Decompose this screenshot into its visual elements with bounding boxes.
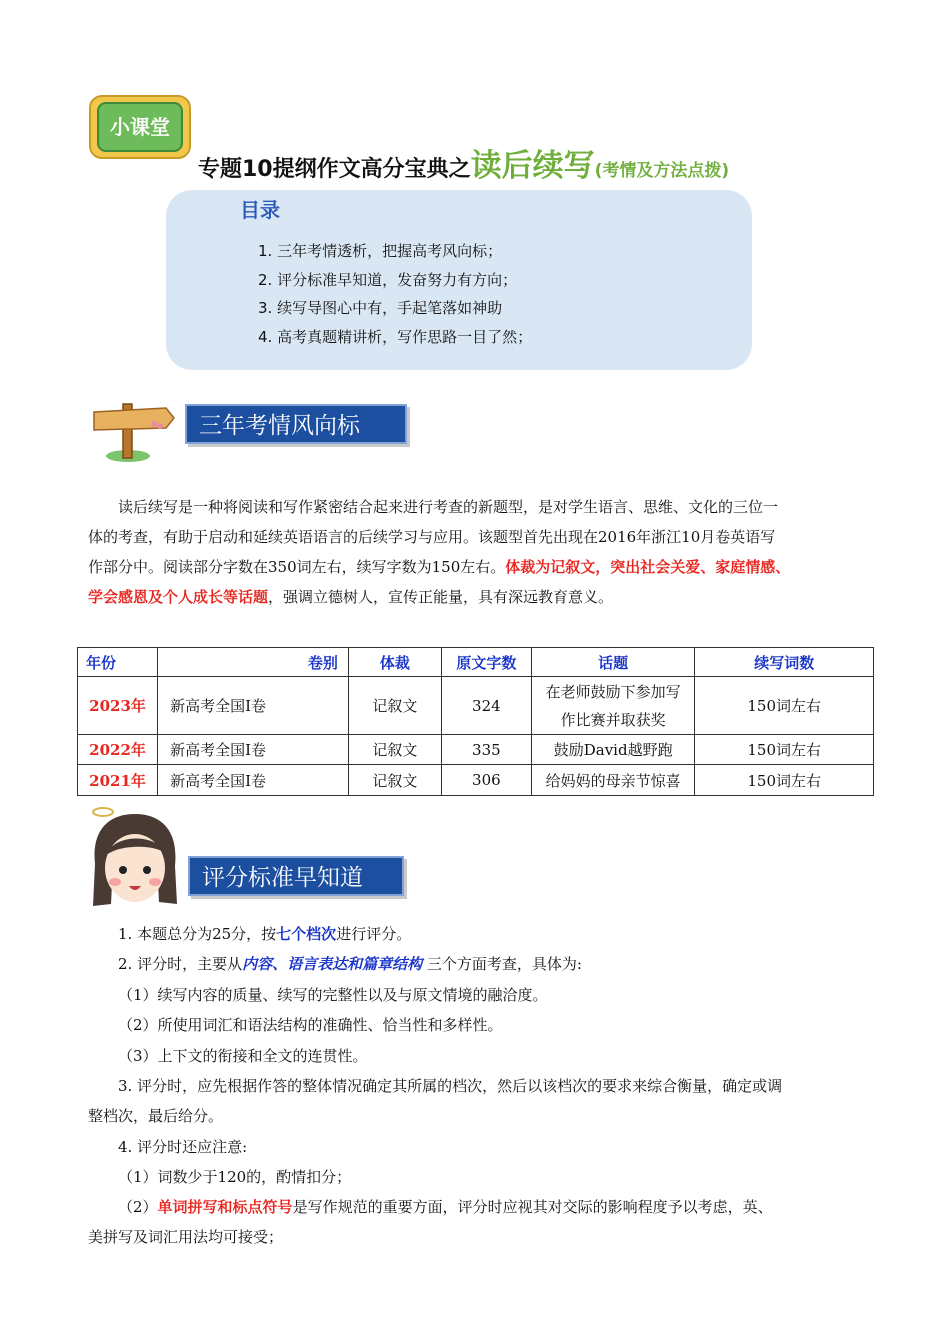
- title-main: 专题10提纲作文高分宝典之: [198, 157, 471, 182]
- cell-words: 324: [441, 677, 531, 735]
- cell-cont: 150词左右: [695, 735, 874, 765]
- paragraph-line: 1. 本题总分为25分，按七个档次进行评分。: [118, 925, 412, 943]
- cell-year: 2021年: [78, 765, 158, 796]
- paragraph-line: 3. 评分时，应先根据作答的整体情况确定其所属的档次，然后以该档次的要求来综合衡量，确定或调: [118, 1077, 783, 1095]
- toc-item: 3. 续写导图心中有，手起笔落如神助: [258, 299, 503, 317]
- paragraph-line: （1）续写内容的质量、续写的完整性以及与原文情境的融洽度。: [118, 986, 548, 1004]
- signpost-icon: [90, 398, 180, 464]
- title-accent: 读后续写: [470, 148, 595, 184]
- logo-badge-icon: [88, 94, 192, 160]
- cell-topic: 给妈妈的母亲节惊喜: [531, 765, 695, 796]
- cell-paper: 新高考全国I卷: [158, 765, 349, 796]
- header-year: 年份: [78, 648, 158, 677]
- table-row: [78, 765, 874, 796]
- page-title: [198, 140, 729, 185]
- girl-avatar-icon: [85, 804, 185, 910]
- cell-cont: 150词左右: [695, 677, 874, 735]
- section-banner-exam-trends: 三年考情风向标: [185, 404, 407, 444]
- table-row: [78, 735, 874, 765]
- cell-topic: 鼓励David越野跑: [531, 735, 695, 765]
- cell-paper: 新高考全国I卷: [158, 735, 349, 765]
- paragraph-line: 2. 评分时，主要从内容、语言表达和篇章结构 三个方面考查，具体为:: [118, 955, 582, 973]
- paragraph-line: 读后续写是一种将阅读和写作紧密结合起来进行考查的新题型，是对学生语言、思维、文化的三位一: [118, 498, 779, 516]
- cell-year: 2022年: [78, 735, 158, 765]
- paragraph-line: 美拼写及词汇用法均可接受；: [88, 1228, 284, 1246]
- cell-genre: 记叙文: [348, 677, 441, 735]
- header-paper: 卷别: [158, 648, 349, 677]
- paragraph-line: 体的考查，有助于启动和延续英语语言的后续学习与应用。该题型首先出现在2016年浙江10月卷英语写: [88, 528, 776, 546]
- cell-genre: 记叙文: [348, 765, 441, 796]
- cell-year: 2023年: [78, 677, 158, 735]
- section-banner-scoring: 评分标准早知道: [188, 856, 404, 896]
- paragraph-line: （2）单词拼写和标点符号是写作规范的重要方面，评分时应视其对交际的影响程度予以考虑，英、: [118, 1198, 773, 1216]
- cell-topic: 在老师鼓励下参加写 作比赛并取获奖: [531, 677, 695, 735]
- cell-words: 335: [441, 735, 531, 765]
- header-words: 原文字数: [441, 648, 531, 677]
- header-genre: 体裁: [348, 648, 441, 677]
- header-cont: 续写词数: [695, 648, 874, 677]
- paragraph-line: （1）词数少于120的，酌情扣分；: [118, 1168, 352, 1186]
- paragraph-line: （3）上下文的衔接和全文的连贯性。: [118, 1047, 368, 1065]
- header-topic: 话题: [531, 648, 695, 677]
- cell-cont: 150词左右: [695, 765, 874, 796]
- paragraph-line: 学会感恩及个人成长等话题，强调立德树人，宣传正能量，具有深远教育意义。: [88, 588, 614, 606]
- paragraph-line: （2）所使用词汇和语法结构的准确性、恰当性和多样性。: [118, 1016, 503, 1034]
- highlight-text: 单词拼写和标点符号: [157, 1198, 293, 1216]
- cell-paper: 新高考全国I卷: [158, 677, 349, 735]
- toc-item: 1. 三年考情透析，把握高考风向标；: [258, 242, 503, 260]
- table-header-row: [78, 648, 874, 677]
- toc-item: 4. 高考真题精讲析，写作思路一目了然；: [258, 328, 533, 346]
- highlight-text: 七个档次: [276, 925, 337, 943]
- cell-genre: 记叙文: [348, 735, 441, 765]
- paragraph-line: 作部分中。阅读部分字数在350词左右，续写字数为150左右。体裁为记叙文，突出社会关爱、家庭情感、: [88, 558, 791, 576]
- toc-title: 目录: [240, 198, 280, 222]
- toc-item: 2. 评分标准早知道，发奋努力有方向；: [258, 271, 518, 289]
- exam-table: [77, 647, 874, 796]
- cell-words: 306: [441, 765, 531, 796]
- highlight-text: 学会感恩及个人成长等话题: [88, 588, 269, 606]
- highlight-text: 内容、语言表达和篇章结构: [242, 955, 423, 973]
- paragraph-line: 整档次，最后给分。: [88, 1107, 224, 1125]
- highlight-text: 体裁为记叙文，突出社会关爱、家庭情感、: [505, 558, 791, 576]
- logo-text: 小课堂: [110, 115, 170, 139]
- paragraph-line: 4. 评分时还应注意:: [118, 1138, 248, 1156]
- table-row: [78, 677, 874, 735]
- title-paren: (考情及方法点拨): [594, 161, 730, 181]
